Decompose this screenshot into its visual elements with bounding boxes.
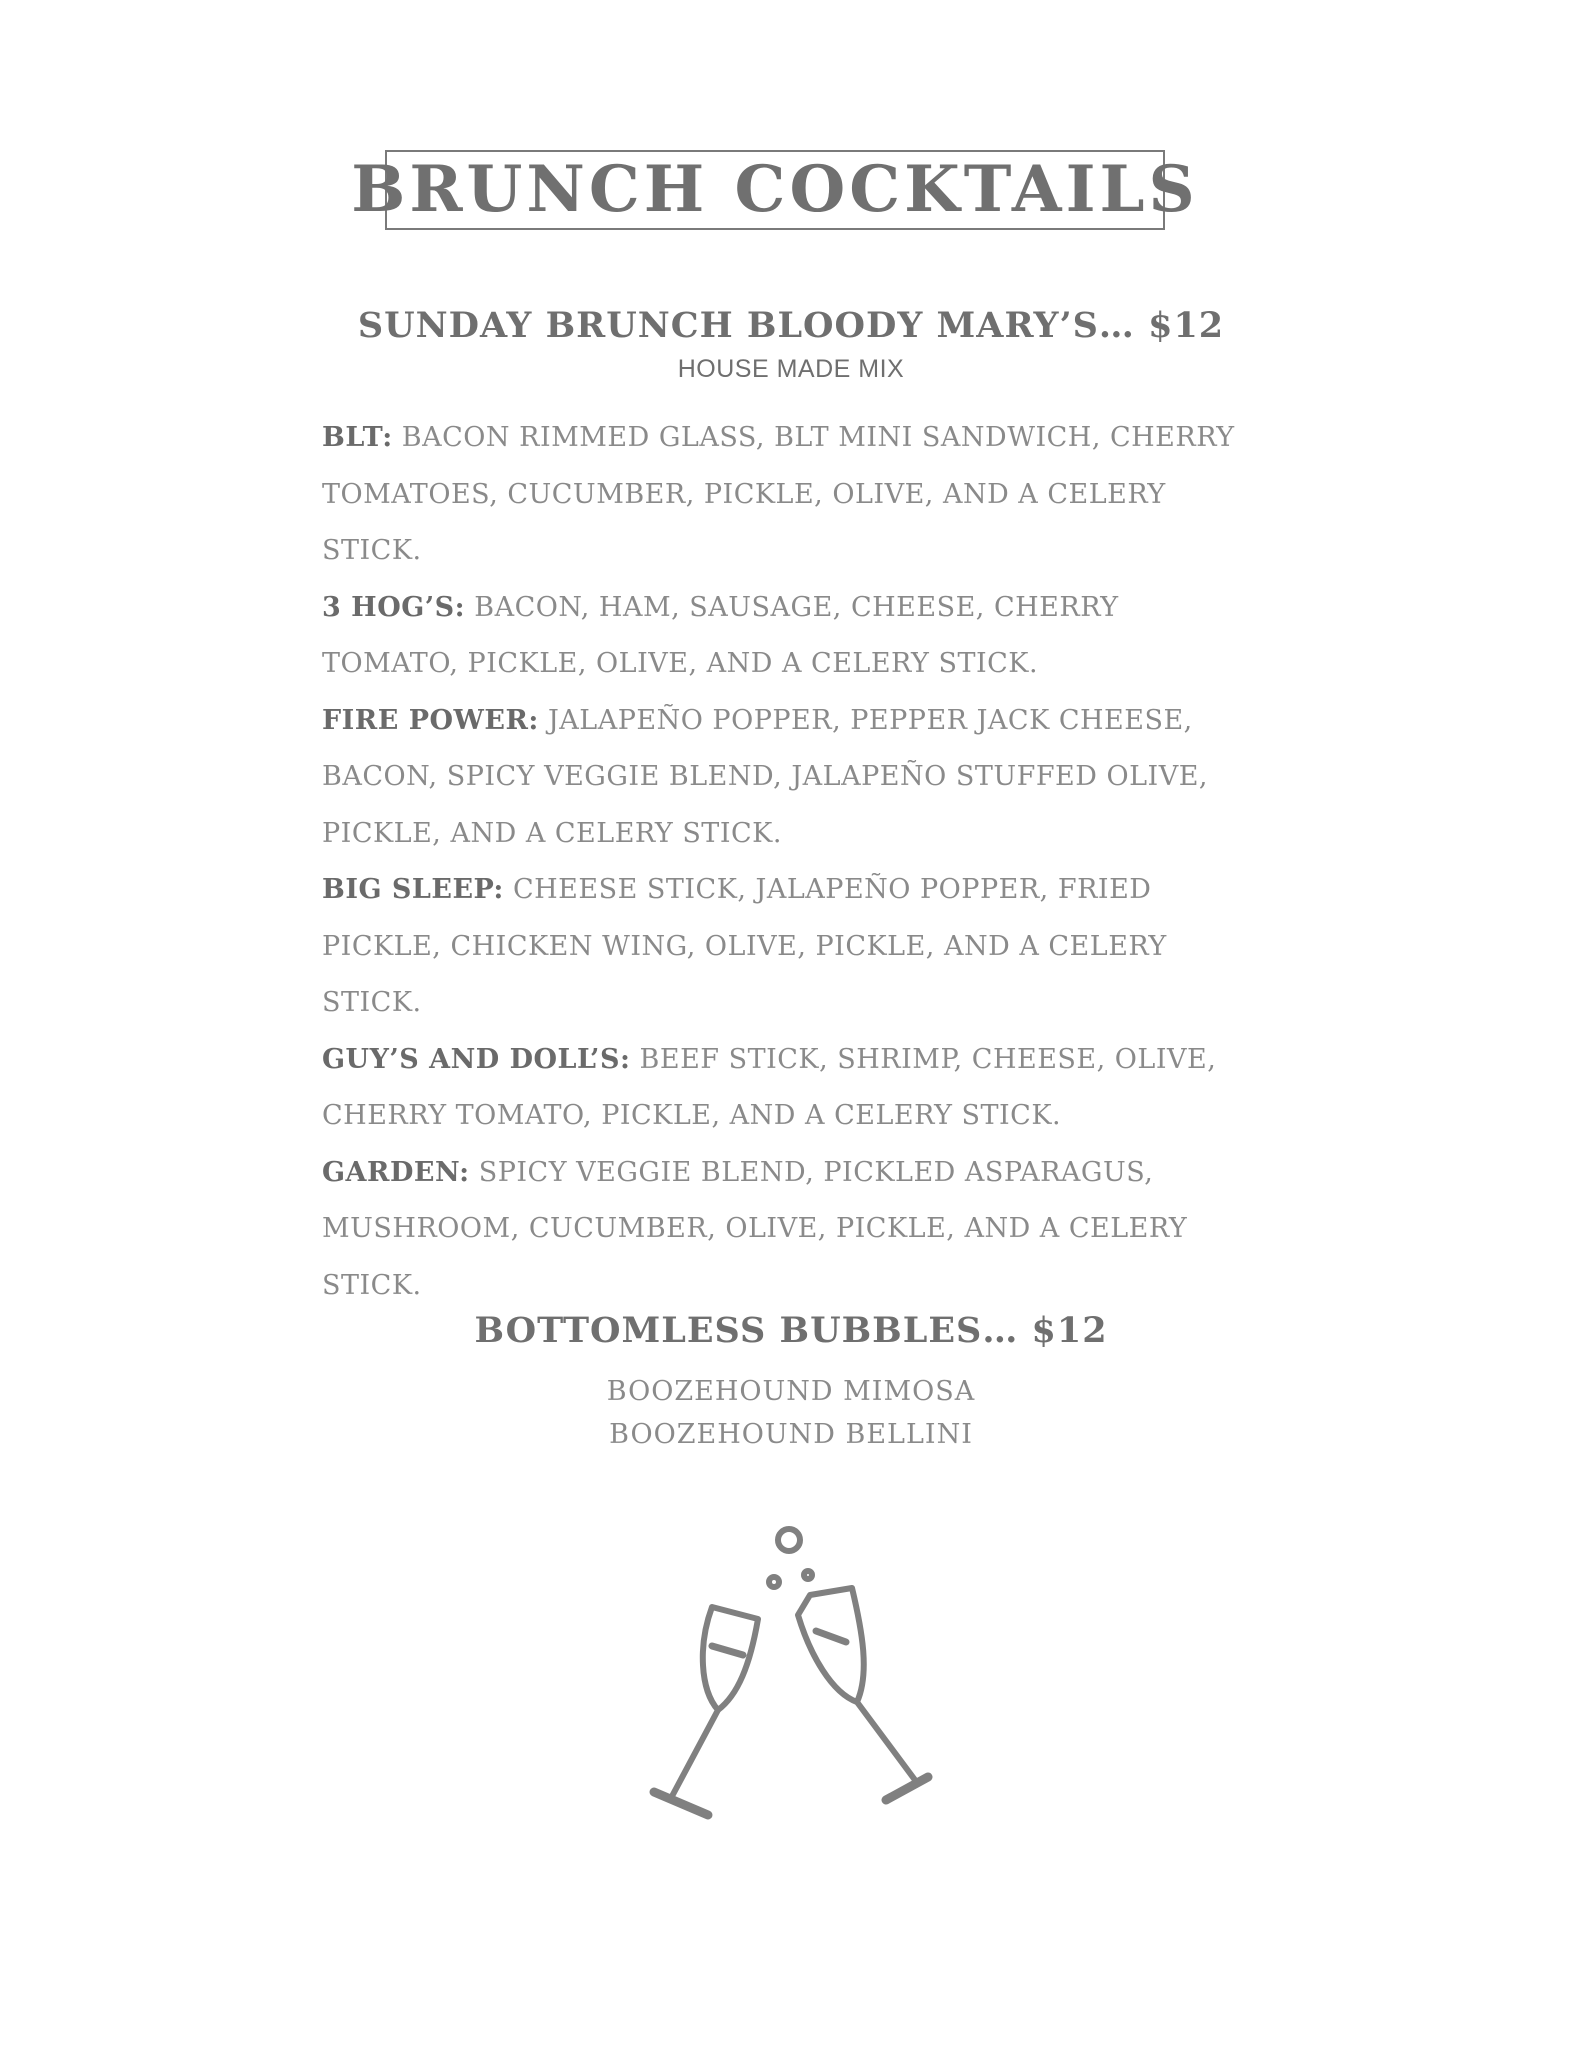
champagne-glasses-toast-icon [640, 1515, 940, 1825]
item-description: BEEF STICK, SHRIMP, CHEESE, OLIVE, CHERRY TOMATO, PICKLE, AND A CELERY STICK. [322, 1043, 1217, 1131]
menu-item [322, 862, 1262, 1032]
item-name: GUY’S AND DOLL’S: [322, 1043, 631, 1075]
item-name: GARDEN: [322, 1156, 470, 1188]
item-description: BACON, HAM, SAUSAGE, CHEESE, CHERRY TOMATO, PICKLE, OLIVE, AND A CELERY STICK. [322, 591, 1119, 679]
menu-title: BRUNCH COCKTAILS [351, 152, 1199, 227]
bubbles-list [0, 1370, 1582, 1456]
item-description: JALAPEÑO POPPER, PEPPER JACK CHEESE, BACON, SPICY VEGGIE BLEND, JALAPEÑO STUFFED OLIVE, PICKLE, AND A CELERY STICK. [322, 704, 1209, 849]
menu-item [322, 580, 1262, 693]
item-description: BACON RIMMED GLASS, BLT MINI SANDWICH, CHERRY TOMATOES, CUCUMBER, PICKLE, OLIVE, AND A CELERY STICK. [322, 422, 1235, 566]
bubbles-item-bellini: BOOZEHOUND BELLINI [609, 1419, 973, 1450]
menu-item [322, 410, 1262, 580]
bloody-mary-list [322, 410, 1262, 1314]
item-description: CHEESE STICK, JALAPEÑO POPPER, FRIED PICKLE, CHICKEN WING, OLIVE, PICKLE, AND A CELERY STICK. [322, 874, 1167, 1018]
item-description: SPICY VEGGIE BLEND, PICKLED ASPARAGUS, MUSHROOM, CUCUMBER, OLIVE, PICKLE, AND A CELERY STICK. [322, 1156, 1188, 1301]
menu-item [322, 693, 1262, 863]
bubbles-item-mimosa: BOOZEHOUND MIMOSA [606, 1376, 976, 1407]
menu-item [322, 1145, 1262, 1315]
item-name: BIG SLEEP: [322, 874, 504, 905]
title-box [351, 150, 1199, 230]
bubbles-heading: BOTTOMLESS BUBBLES… $12 [474, 1310, 1108, 1351]
item-name: 3 HOG’S: [322, 591, 466, 623]
bloody-mary-subheading: HOUSE MADE MIX [677, 355, 905, 383]
bloody-mary-heading: SUNDAY BRUNCH BLOODY MARY’S… $12 [357, 305, 1225, 346]
item-name: FIRE POWER: [322, 704, 539, 736]
menu-item [322, 1032, 1262, 1145]
item-name: BLT: [322, 422, 393, 453]
